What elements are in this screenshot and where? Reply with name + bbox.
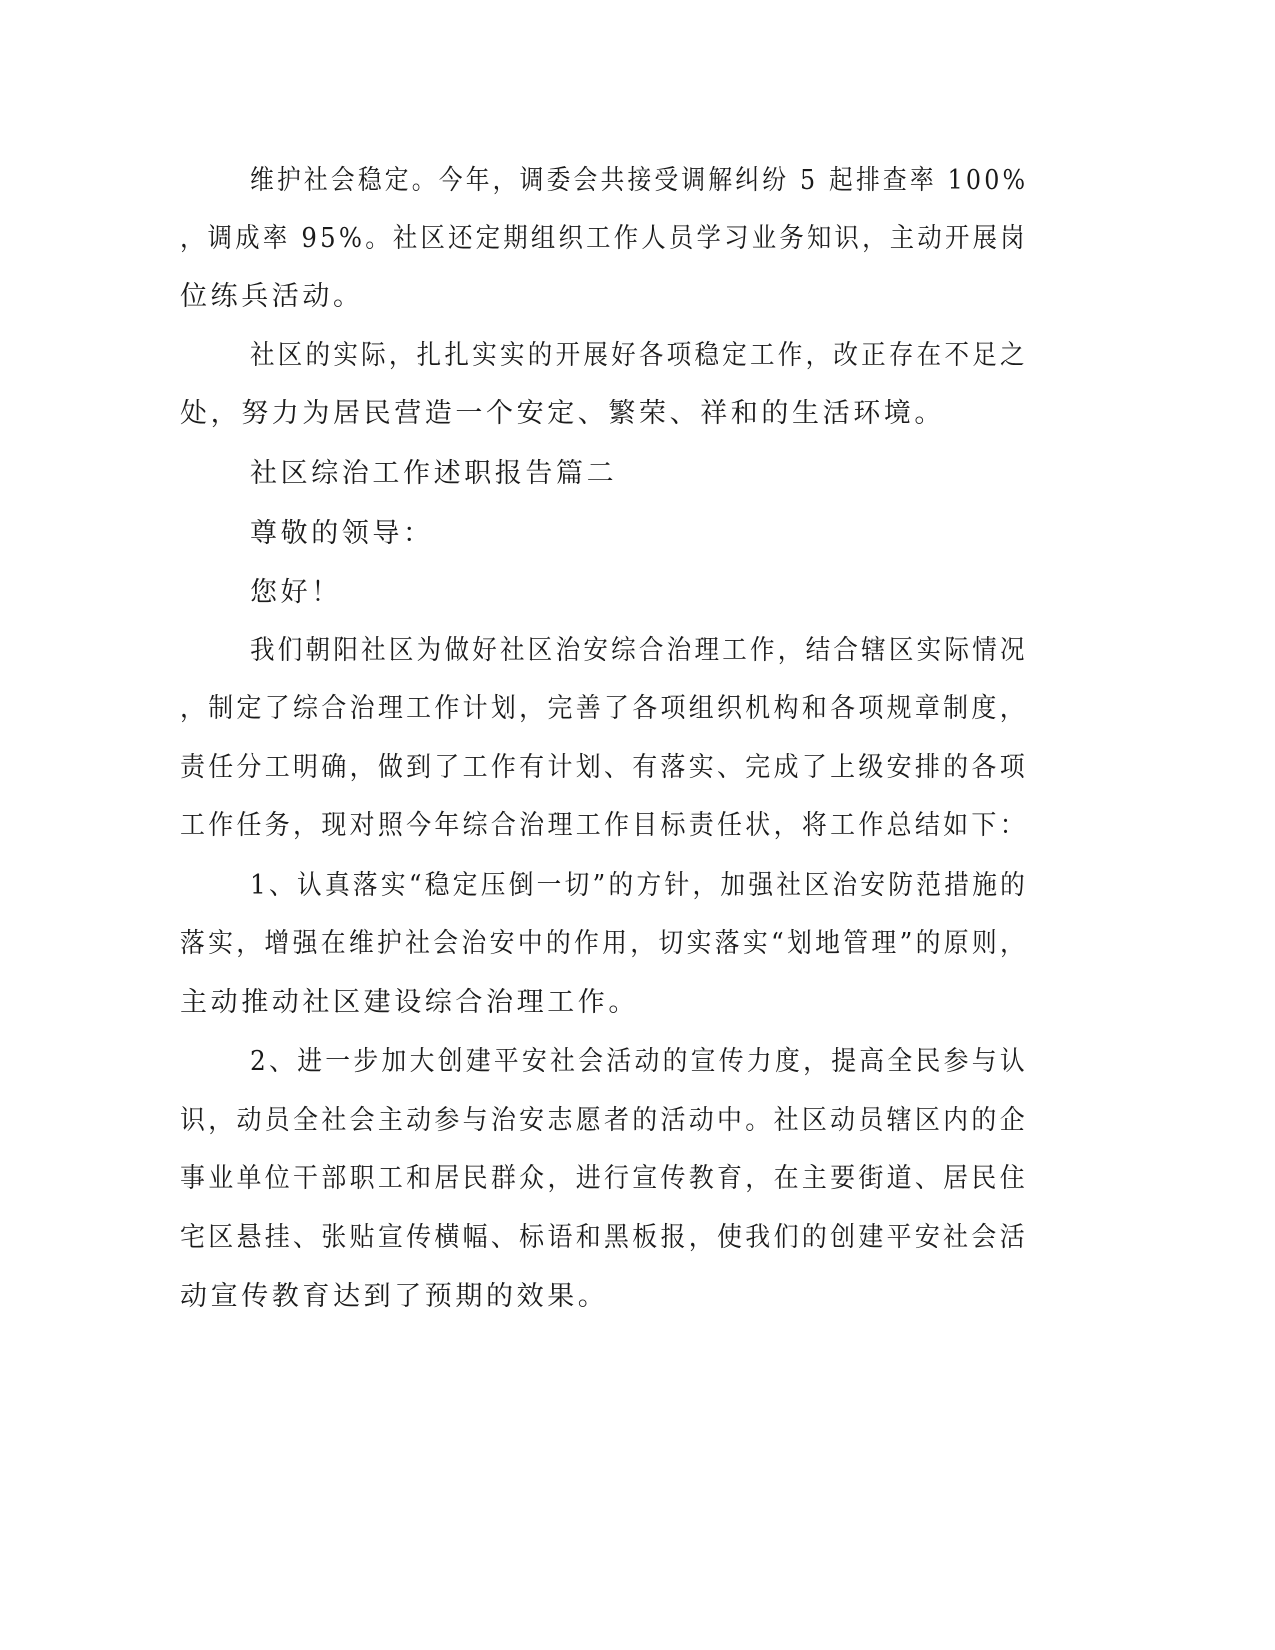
text-line: ，调成率 95%。社区还定期组织工作人员学习业务知识，主动开展岗 <box>180 223 1028 254</box>
text-line: 动宣传教育达到了预期的效果。 <box>180 1281 609 1312</box>
text-line: 工作任务，现对照今年综合治理工作目标责任状，将工作总结如下： <box>180 810 1028 841</box>
text-line: 2、进一步加大创建平安社会活动的宣传力度，提高全民参与认 <box>250 1046 1028 1077</box>
text-line: 宅区悬挂、张贴宣传横幅、标语和黑板报，使我们的创建平安社会活 <box>180 1222 1028 1253</box>
text-line: 处，努力为居民营造一个安定、繁荣、祥和的生活环境。 <box>180 398 945 429</box>
text-line: 1、认真落实“稳定压倒一切”的方针，加强社区治安防范措施的 <box>250 870 1029 901</box>
text-line: ，制定了综合治理工作计划，完善了各项组织机构和各项规章制度， <box>180 693 1028 724</box>
text-line: 我们朝阳社区为做好社区治安综合治理工作，结合辖区实际情况 <box>250 635 1028 666</box>
greeting: 您好！ <box>250 577 342 608</box>
text-line: 社区的实际，扎扎实实的开展好各项稳定工作，改正存在不足之 <box>250 340 1028 371</box>
text-line: 落实，增强在维护社会治安中的作用，切实落实“划地管理”的原则， <box>180 928 1029 959</box>
text-line: 主动推动社区建设综合治理工作。 <box>180 987 639 1018</box>
text-line: 位练兵活动。 <box>180 281 364 312</box>
text-line: 事业单位干部职工和居民群众，进行宣传教育，在主要街道、居民住 <box>180 1163 1028 1194</box>
salutation: 尊敬的领导： <box>250 518 434 549</box>
text-line: 识，动员全社会主动参与治安志愿者的活动中。社区动员辖区内的企 <box>180 1105 1028 1136</box>
text-line: 维护社会稳定。今年，调委会共接受调解纠纷 5 起排查率 100% <box>250 165 1029 196</box>
section-heading: 社区综治工作述职报告篇二 <box>250 458 618 489</box>
text-line: 责任分工明确，做到了工作有计划、有落实、完成了上级安排的各项 <box>180 752 1028 783</box>
